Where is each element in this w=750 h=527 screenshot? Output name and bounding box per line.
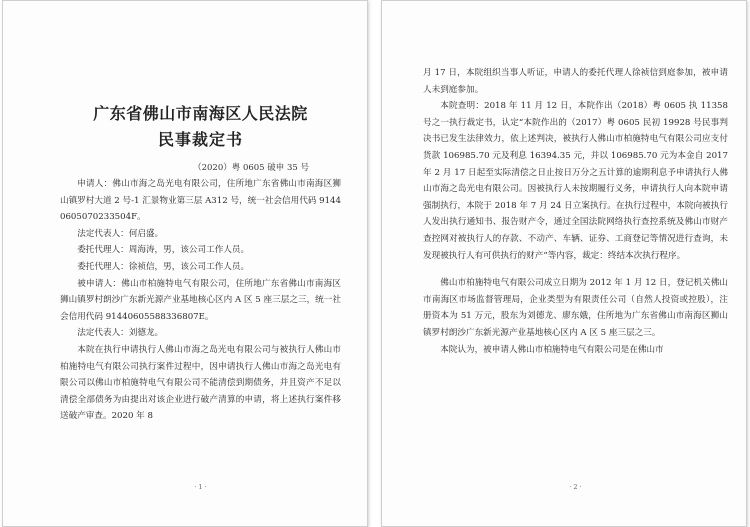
agent-2-paragraph: 委托代理人：徐祯信，男，该公司工作人员。 [77,261,250,272]
page-1-body [60,176,341,425]
hearing-paragraph: 月 17 日，本院组织当事人听证，申请人的委托代理人徐祯信到庭参加，被申请人未到庭参加。 [423,68,728,95]
document-page-1 [2,0,368,527]
page-2-body [423,65,728,358]
page-1-content [60,1,341,526]
applicant-paragraph: 申请人：佛山市海之岛光电有限公司，住所地广东省佛山市南海区狮山镇罗村大道 2 号-1 汇景物业第三层 A312 号，统一社会信用代码 91440605070233504F。 [60,179,341,223]
respondent-legal-rep: 法定代表人：刘德龙。 [77,328,164,339]
document-page-2 [381,0,747,527]
court-opinion-paragraph: 本院认为，被申请人佛山市柏施特电气有限公司是在佛山市 [440,344,664,355]
page-2-content [423,1,728,526]
applicant-legal-rep: 法定代表人：何启盛。 [77,228,164,239]
court-title: 广东省佛山市南海区人民法院 [93,104,308,123]
agent-1-paragraph: 委托代理人：周海涛，男，该公司工作人员。 [77,245,250,256]
findings-paragraph: 本院查明：2018 年 11 月 12 日，本院作出（2018）粤 0605 执 11358 号之一执行裁定书，认定“本院作出的（2017）粤 0605 民初 19928 号民事判决书已发生法律效力，依上述判决，被执行人佛山市柏施特电气有限公司应支付货款 106985.70 元及利息 16394.35 元，并以 106985.70 元为本金自 2017 年 2 月 17 日起至实际清偿之日止按日万分之五计算的逾期利息予申请执行人佛山市海之岛光电有限公司。因被执行人未按期履行义务，申请执行人向本院申请强制执行，本院于 2018 年 7 月 24 日立案执行。在执行过程中，本院向被执行人发出执行通知书、报告财产令，通过全国法院网络执行查控系统及佛山市财产查控网对被执行人的存款、不动产、车辆、证券、工商登记等情况进行查询，未发现被执行人有可供执行的财产”等内容，裁定：终结本次执行程序。 [423,101,728,261]
document-title: 民事裁定书 [157,130,243,149]
case-background-paragraph: 本院在执行申请执行人佛山市海之岛光电有限公司与被执行人佛山市柏施特电气有限公司执行案件过程中，因申请执行人佛山市海之岛光电有限公司以佛山市柏施特电气有限公司不能清偿到期债务，并且资产不足以清偿全部债务为由提出对该企业进行破产清算的申请，将上述执行案件移送破产审查。2020 年 8 [60,344,341,422]
page-number: · 2 · [569,483,582,491]
case-number: （2020）粤 0605 破申 35 号 [193,163,309,173]
page-number: · 1 · [194,483,207,491]
company-info-paragraph: 佛山市柏施特电气有限公司成立日期为 2012 年 1 月 12 日，登记机关佛山市南海区市场监督管理局，企业类型为有限责任公司（自然人投资或控股），注册资本为 51 万元，股东为刘德龙、廖东娥，住所地为广东省佛山市南海区狮山镇罗村朗沙广东新光源产业基地核心区内 A 区 5 座三层之三。 [423,278,728,338]
respondent-paragraph: 被申请人：佛山市柏施特电气有限公司，住所地广东省佛山市南海区狮山镇罗村朗沙广东新光源产业基地核心区内 A 区 5 座三层之三，统一社会信用代码 91440605588336807E。 [60,278,341,322]
